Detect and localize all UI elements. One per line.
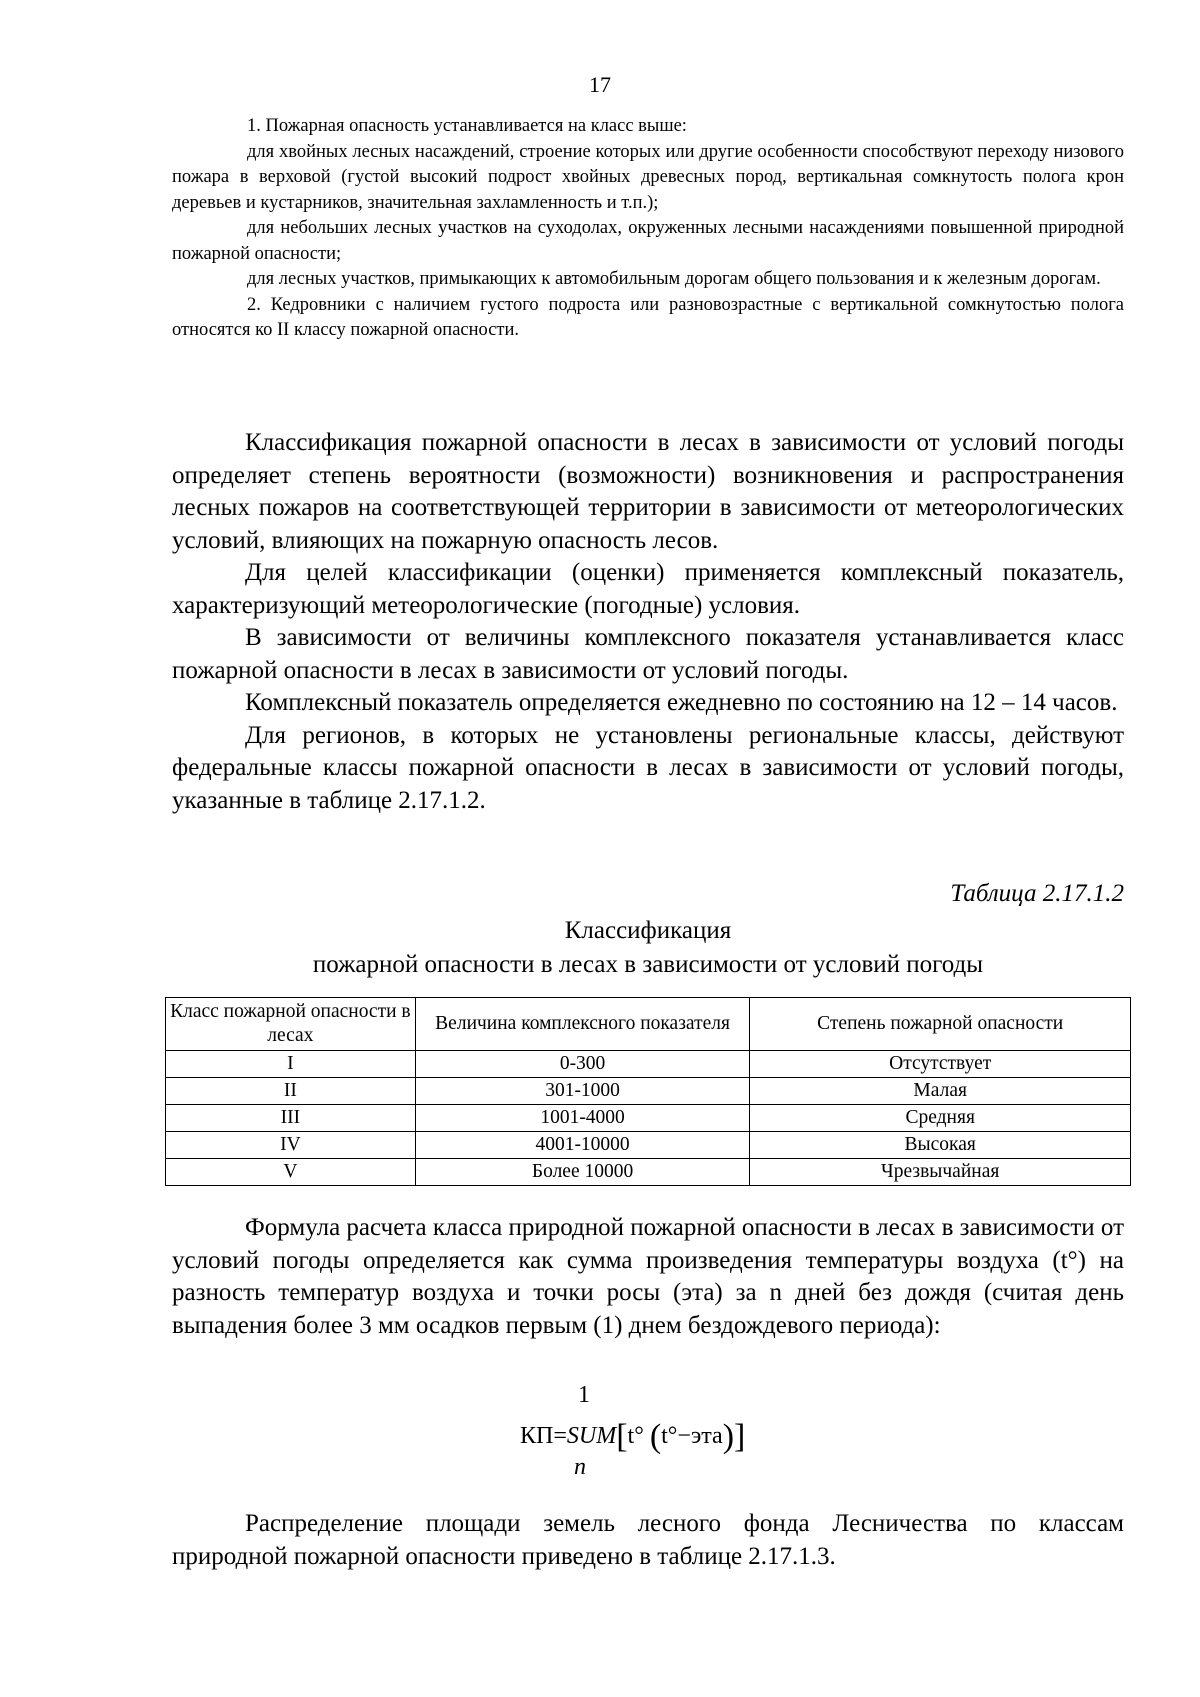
- header-class: Класс пожарной опасности в лесах: [166, 998, 416, 1051]
- table-title: [172, 914, 1124, 982]
- cell-index-value: 0-300: [415, 1051, 750, 1078]
- note-4: для лесных участков, примыкающих к автомобильным дорогам общего пользования и к железным дорогам.: [247, 269, 1101, 289]
- page-number: 17: [589, 72, 611, 97]
- formula-lower-limit: n: [574, 1454, 586, 1480]
- body-text-section-3: [172, 1508, 1124, 1573]
- paragraph: Для регионов, в которых не установлены региональные классы, действуют федеральные классы пожарной опасности в лесах в зависимости от условий погоды, указанные в таблице 2.17.1.2.: [172, 721, 1124, 814]
- table-caption: Таблица 2.17.1.2: [950, 880, 1124, 907]
- table-row: [166, 1078, 1131, 1105]
- table-row: [166, 1105, 1131, 1132]
- paragraph: Классификация пожарной опасности в лесах в зависимости от условий погоды определяет степень вероятности (возможности) возникновения и распространения лесных пожаров на соответствующей территории в зависимости от метеорологических условий, влияющих на пожарную опасность лесов.: [172, 429, 1124, 554]
- table-header-row: [166, 998, 1131, 1051]
- note-2: для хвойных лесных насаждений, строение которых или другие особенности способствуют переходу низового пожара в верховой (густой высокий подрост хвойных древесных пород, вертикальная сомкнутость полога крон деревьев и кустарников, значительная захламленность и т.п.);: [172, 141, 1124, 213]
- paragraph: Комплексный показатель определяется ежедневно по состоянию на 12 – 14 часов.: [245, 689, 1118, 716]
- table-title-line-1: Классификация: [564, 917, 732, 944]
- cell-class: III: [166, 1105, 416, 1132]
- formula-expression: КП=SUM[t° (t°−эта)]: [520, 1418, 746, 1455]
- formula-term-diff: t°−эта: [661, 1423, 723, 1449]
- cell-class: II: [166, 1078, 416, 1105]
- fire-danger-class-table: [165, 997, 1131, 1186]
- formula-kp: [520, 1382, 780, 1492]
- table-row: [166, 1159, 1131, 1186]
- cell-danger-degree: Отсутствует: [750, 1051, 1131, 1078]
- note-1: 1. Пожарная опасность устанавливается на класс выше:: [247, 116, 687, 136]
- cell-index-value: 4001-10000: [415, 1132, 750, 1159]
- formula-upper-limit: 1: [578, 1382, 590, 1408]
- cell-index-value: 1001-4000: [415, 1105, 750, 1132]
- formula-lhs: КП: [520, 1423, 554, 1449]
- paragraph: Для целей классификации (оценки) применяется комплексный показатель, характеризующий метеорологические (погодные) условия.: [172, 559, 1124, 619]
- table-title-line-2: пожарной опасности в лесах в зависимости от условий погоды: [312, 951, 984, 978]
- cell-class: I: [166, 1051, 416, 1078]
- cell-class: IV: [166, 1132, 416, 1159]
- paragraph: В зависимости от величины комплексного показателя устанавливается класс пожарной опасности в лесах в зависимости от условий погоды.: [172, 624, 1124, 684]
- paragraph-formula-description: Формула расчета класса природной пожарной опасности в лесах в зависимости от условий погоды определяется как сумма произведения температуры воздуха (t°) на разность температур воздуха и точки росы (эта) за n дней без дождя (считая день выпадения более 3 мм осадков первым (1) днем бездождевого периода):: [172, 1214, 1124, 1339]
- paragraph-last: Распределение площади земель лесного фонда Лесничества по классам природной пожарной опасности приведено в таблице 2.17.1.3.: [172, 1510, 1124, 1570]
- table-notes: [172, 114, 1124, 344]
- cell-danger-degree: Высокая: [750, 1132, 1131, 1159]
- table-row: [166, 1132, 1131, 1159]
- body-text-section-2: [172, 1212, 1124, 1342]
- formula-term-t: t°: [627, 1423, 644, 1449]
- cell-index-value: 301-1000: [415, 1078, 750, 1105]
- note-3: для небольших лесных участков на суходолах, окруженных лесными насаждениями повышенной природной пожарной опасности;: [172, 218, 1124, 264]
- cell-class: V: [166, 1159, 416, 1186]
- table-row: [166, 1051, 1131, 1078]
- formula-sum: SUM: [566, 1423, 617, 1449]
- header-index-value: Величина комплексного показателя: [415, 998, 750, 1051]
- cell-danger-degree: Малая: [750, 1078, 1131, 1105]
- cell-danger-degree: Чрезвычайная: [750, 1159, 1131, 1186]
- note-5: 2. Кедровники с наличием густого подроста или разновозрастные с вертикальной сомкнутостью полога относятся ко II классу пожарной опасности.: [172, 294, 1124, 340]
- cell-danger-degree: Средняя: [750, 1105, 1131, 1132]
- cell-index-value: Более 10000: [415, 1159, 750, 1186]
- header-danger-degree: Степень пожарной опасности: [750, 998, 1131, 1051]
- body-text-section-1: [172, 427, 1124, 817]
